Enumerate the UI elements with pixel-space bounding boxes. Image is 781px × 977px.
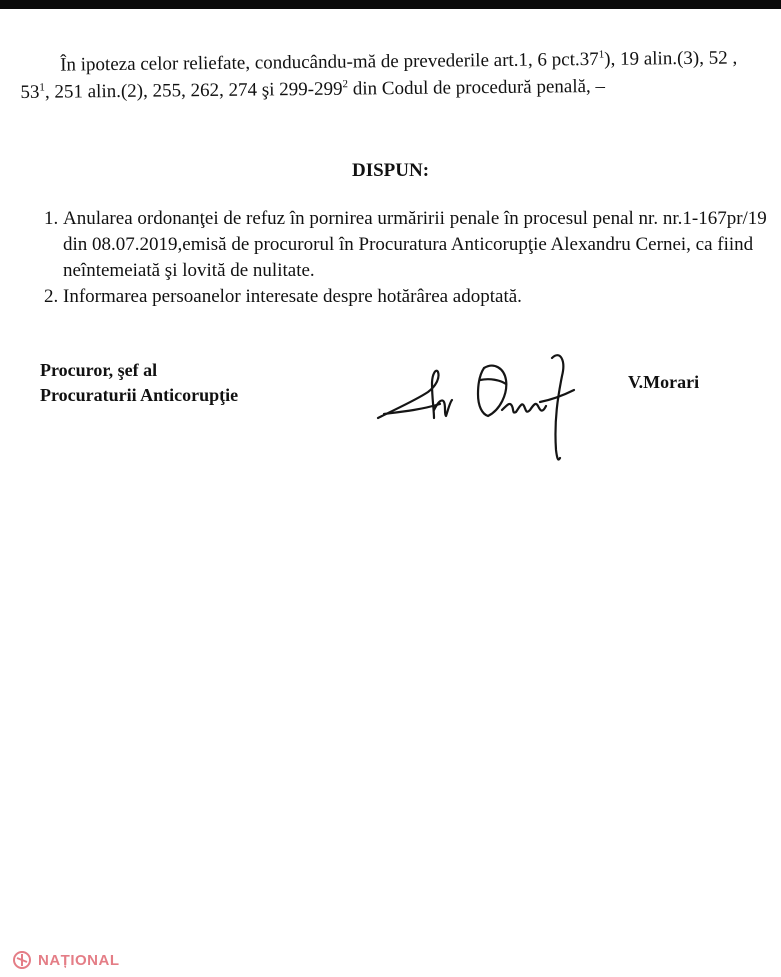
signatory-title-line2: Procuraturii Anticorupţie [40, 385, 239, 405]
watermark-text: NAȚIONAL [38, 951, 120, 969]
superscript-2: 1 [39, 81, 45, 94]
paragraph-text-3: , 251 alin.(2), 255, 262, 274 şi 299-299 [44, 78, 343, 103]
body-paragraph [20, 44, 747, 106]
superscript-1: 1 [598, 48, 605, 61]
decision-item-1: 1. Anularea ordonanţei de refuz în pornirea urmăririi penale în procesul penal nr. nr.1-167pr/19 din 08.07.2019,emisă de procurorul în Procuratura Anticorupţie Alexandru Cernei, ca fiind neîntemeiată şi lovită de nulitate. [63, 206, 781, 284]
national-logo-icon [12, 950, 32, 970]
paragraph-text-2: ), 19 alin.(3), 52 , 53 [20, 47, 738, 103]
signatory-title-line1: Procuror, şef al [40, 360, 158, 380]
dispun-heading: DISPUN: [351, 160, 430, 181]
handwritten-signature [370, 340, 590, 470]
superscript-3: 2 [342, 78, 349, 91]
top-border-bar [0, 0, 781, 9]
national-watermark [12, 950, 120, 970]
decision-list [25, 206, 781, 310]
paragraph-text-1: În ipoteza celor reliefate, conducându-mă de prevederile art.1, 6 pct.37 [60, 48, 599, 76]
paragraph-text-4: din Codul de procedură penală, – [347, 75, 606, 100]
decision-item-2: 2. Informarea persoanelor interesate despre hotărârea adoptată. [63, 284, 781, 310]
signatory-name: V.Morari [628, 372, 700, 392]
signatory-title [40, 358, 238, 408]
